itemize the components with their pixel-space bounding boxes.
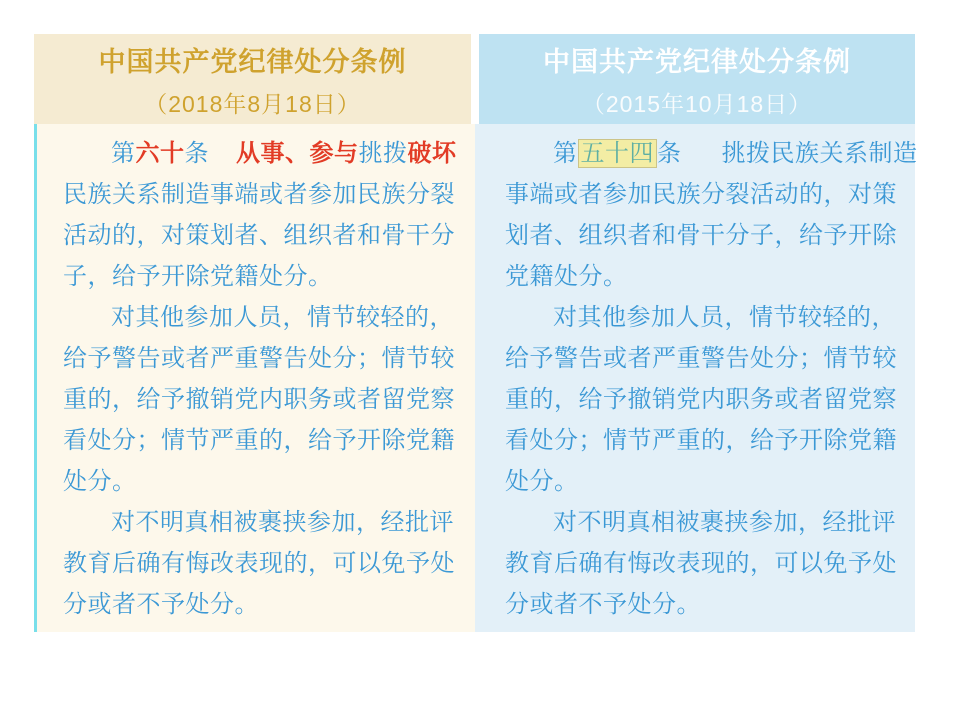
header-2018	[34, 34, 471, 124]
text-line: 划者、组织者和骨干分子，给予开除	[505, 222, 897, 249]
text-line: 重的，给予撤销党内职务或者留党察	[63, 386, 455, 413]
text-line: 分或者不予处分。	[505, 591, 701, 618]
text-line: 民族关系制造事端或者参加民族分裂	[63, 181, 455, 208]
article-number-highlight: 五十四	[578, 139, 658, 168]
text-line: 对不明真相被裹挟参加，经批评	[553, 509, 896, 536]
text-line-article-2015	[505, 133, 918, 174]
text-line: 对其他参加人员，情节较轻的，	[111, 304, 454, 331]
text-line: 重的，给予撤销党内职务或者留党察	[505, 386, 897, 413]
text-line: 处分。	[63, 468, 137, 495]
text-line: 党籍处分。	[505, 263, 628, 290]
text-line: 子，给予开除党籍处分。	[63, 263, 333, 290]
text-line: 教育后确有悔改表现的，可以免予处	[63, 550, 455, 577]
text-line: 活动的，对策划者、组织者和骨干分	[63, 222, 455, 249]
column-2015	[475, 34, 918, 632]
text-line: 给予警告或者严重警告处分；情节较	[63, 345, 455, 372]
text-line: 对其他参加人员，情节较轻的，	[553, 304, 896, 331]
text-line: 给予警告或者严重警告处分；情节较	[505, 345, 897, 372]
text-line: 对不明真相被裹挟参加，经批评	[111, 509, 454, 536]
emphasis-added-text: 从事、参与	[236, 140, 359, 167]
header-2015	[479, 34, 915, 124]
body-text: 挑拨民族关系制造	[721, 140, 918, 167]
article-suffix: 条	[657, 140, 682, 167]
date-2018: （2018年8月18日）	[144, 90, 361, 117]
title-2018: 中国共产党纪律处分条例	[98, 46, 407, 77]
text-line: 分或者不予处分。	[63, 591, 259, 618]
text-line: 事端或者参加民族分裂活动的，对策	[505, 181, 897, 208]
body-2018	[34, 124, 475, 632]
text-line-article-2018	[63, 133, 457, 174]
date-2015: （2015年10月18日）	[581, 90, 813, 117]
title-2015: 中国共产党纪律处分条例	[543, 46, 851, 77]
text-line: 教育后确有悔改表现的，可以免予处	[505, 550, 897, 577]
text-line: 看处分；情节严重的，给予开除党籍	[63, 427, 455, 454]
comparison-columns	[34, 34, 918, 632]
body-text: 挑拨	[358, 140, 408, 167]
column-2018	[34, 34, 475, 632]
text-line: 看处分；情节严重的，给予开除党籍	[505, 427, 897, 454]
text-line: 处分。	[505, 468, 579, 495]
article-number-changed: 六十	[135, 140, 185, 167]
article-suffix: 条	[184, 140, 209, 167]
body-2015	[475, 124, 918, 632]
emphasis-added-text: 破坏	[407, 140, 457, 167]
article-prefix: 第	[111, 140, 136, 167]
article-prefix: 第	[553, 140, 578, 167]
